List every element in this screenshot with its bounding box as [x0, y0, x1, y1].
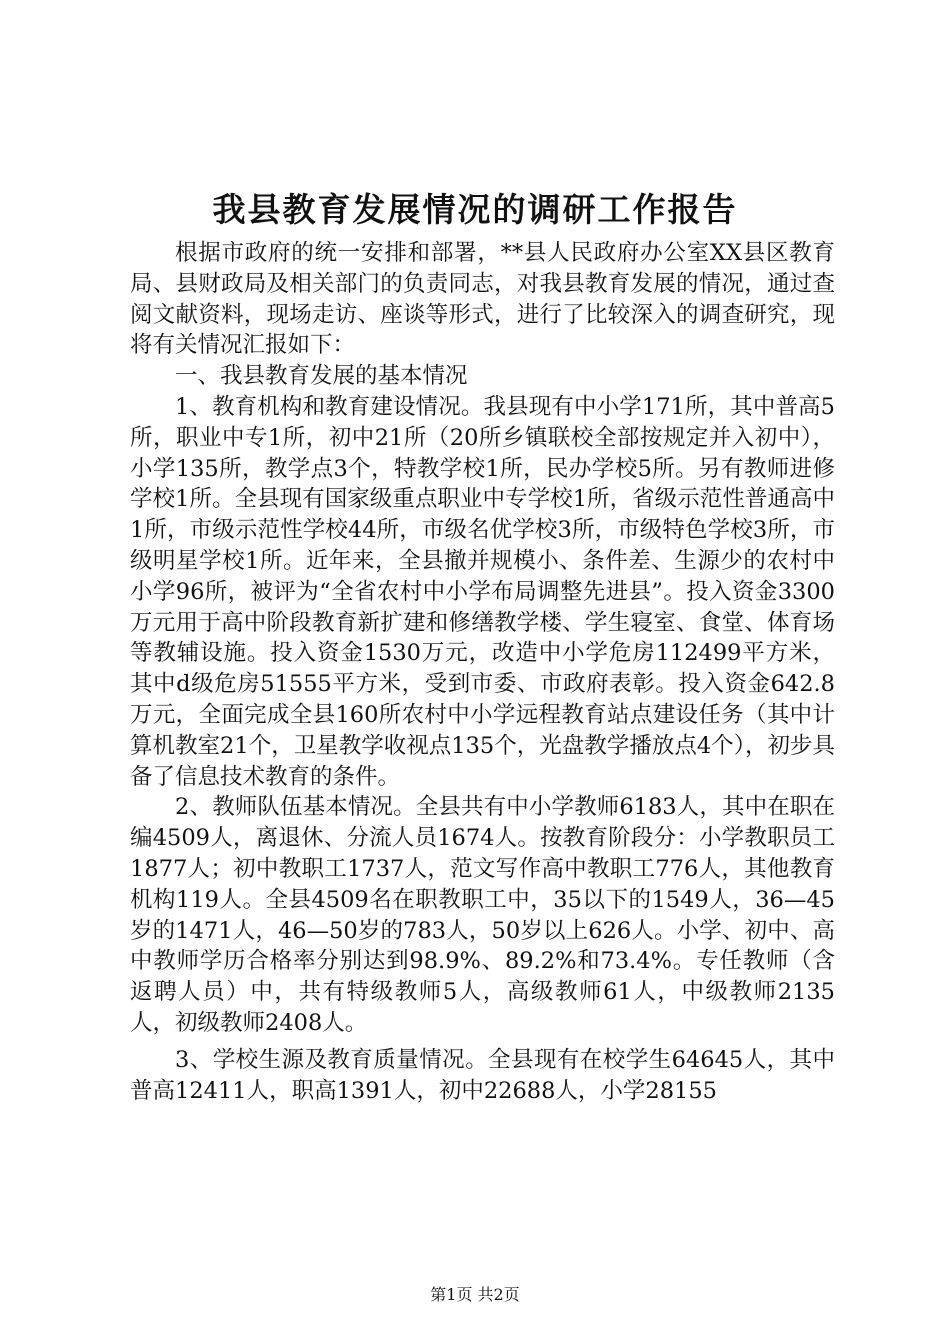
page-number: 第1页 共2页	[430, 1285, 520, 1304]
paragraph-students: 3、学校生源及教育质量情况。全县现有在校学生64645人，其中普高12411人，职高1391人，初中22688人，小学28155	[130, 1046, 835, 1104]
paragraph-institutions: 1、教育机构和教育建设情况。我县现有中小学171所，其中普高5所，职业中专1所，初中21所（20所乡镇联校全部按规定并入初中），小学135所，教学点3个，特教学校1所，民办学校5所。另有教师进修学校1所。全县现有国家级重点职业中专学校1所，省级示范性普通高中1所，市级示范性学校44所，市级名优学校3所，市级特色学校3所，市级明星学校1所。近年来，全县撤并规模小、条件差、生源少的农村中小学96所，被评为“全省农村中小学布局调整先进县”。投入资金3300万元用于高中阶段教育新扩建和修缮教学楼、学生寝室、食堂、体育场等教辅设施。投入资金1530万元，改造中小学危房112499平方米，其中d级危房51555平方米，受到市委、市政府表彰。投入资金642.8万元，全面完成全县160所农村中小学远程教育站点建设任务（其中计算机教室21个，卫星教学收视点135个，光盘教学播放点4个），初步具备了信息技术教育的条件。	[130, 393, 835, 790]
paragraph-intro: 根据市政府的统一安排和部署，**县人民政府办公室XX县区教育局、县财政局及相关部门的负责同志，对我县教育发展的情况，通过查阅文献资料，现场走访、座谈等形式，进行了比较深入的调查研究，现将有关情况汇报如下：	[130, 240, 835, 359]
document-body	[130, 238, 835, 1106]
section-heading-basic-situation: 一、我县教育发展的基本情况	[175, 363, 468, 390]
document-title: 我县教育发展情况的调研工作报告	[212, 190, 738, 229]
paragraph-teachers: 2、教师队伍基本情况。全县共有中小学教师6183人，其中在职在编4509人，离退休、分流人员1674人。按教育阶段分：小学教职员工1877人；初中教职工1737人，范文写作高中教职工776人，其他教育机构119人。全县4509名在职教职工中，35以下的1549人，36—45岁的1471人，46—50岁的783人，50岁以上626人。小学、初中、高中教师学历合格率分别达到98.9%、89.2%和73.4%。专任教师（含返聘人员）中，共有特级教师5人，高级教师61人，中级教师2135人，初级教师2408人。	[130, 794, 835, 1036]
